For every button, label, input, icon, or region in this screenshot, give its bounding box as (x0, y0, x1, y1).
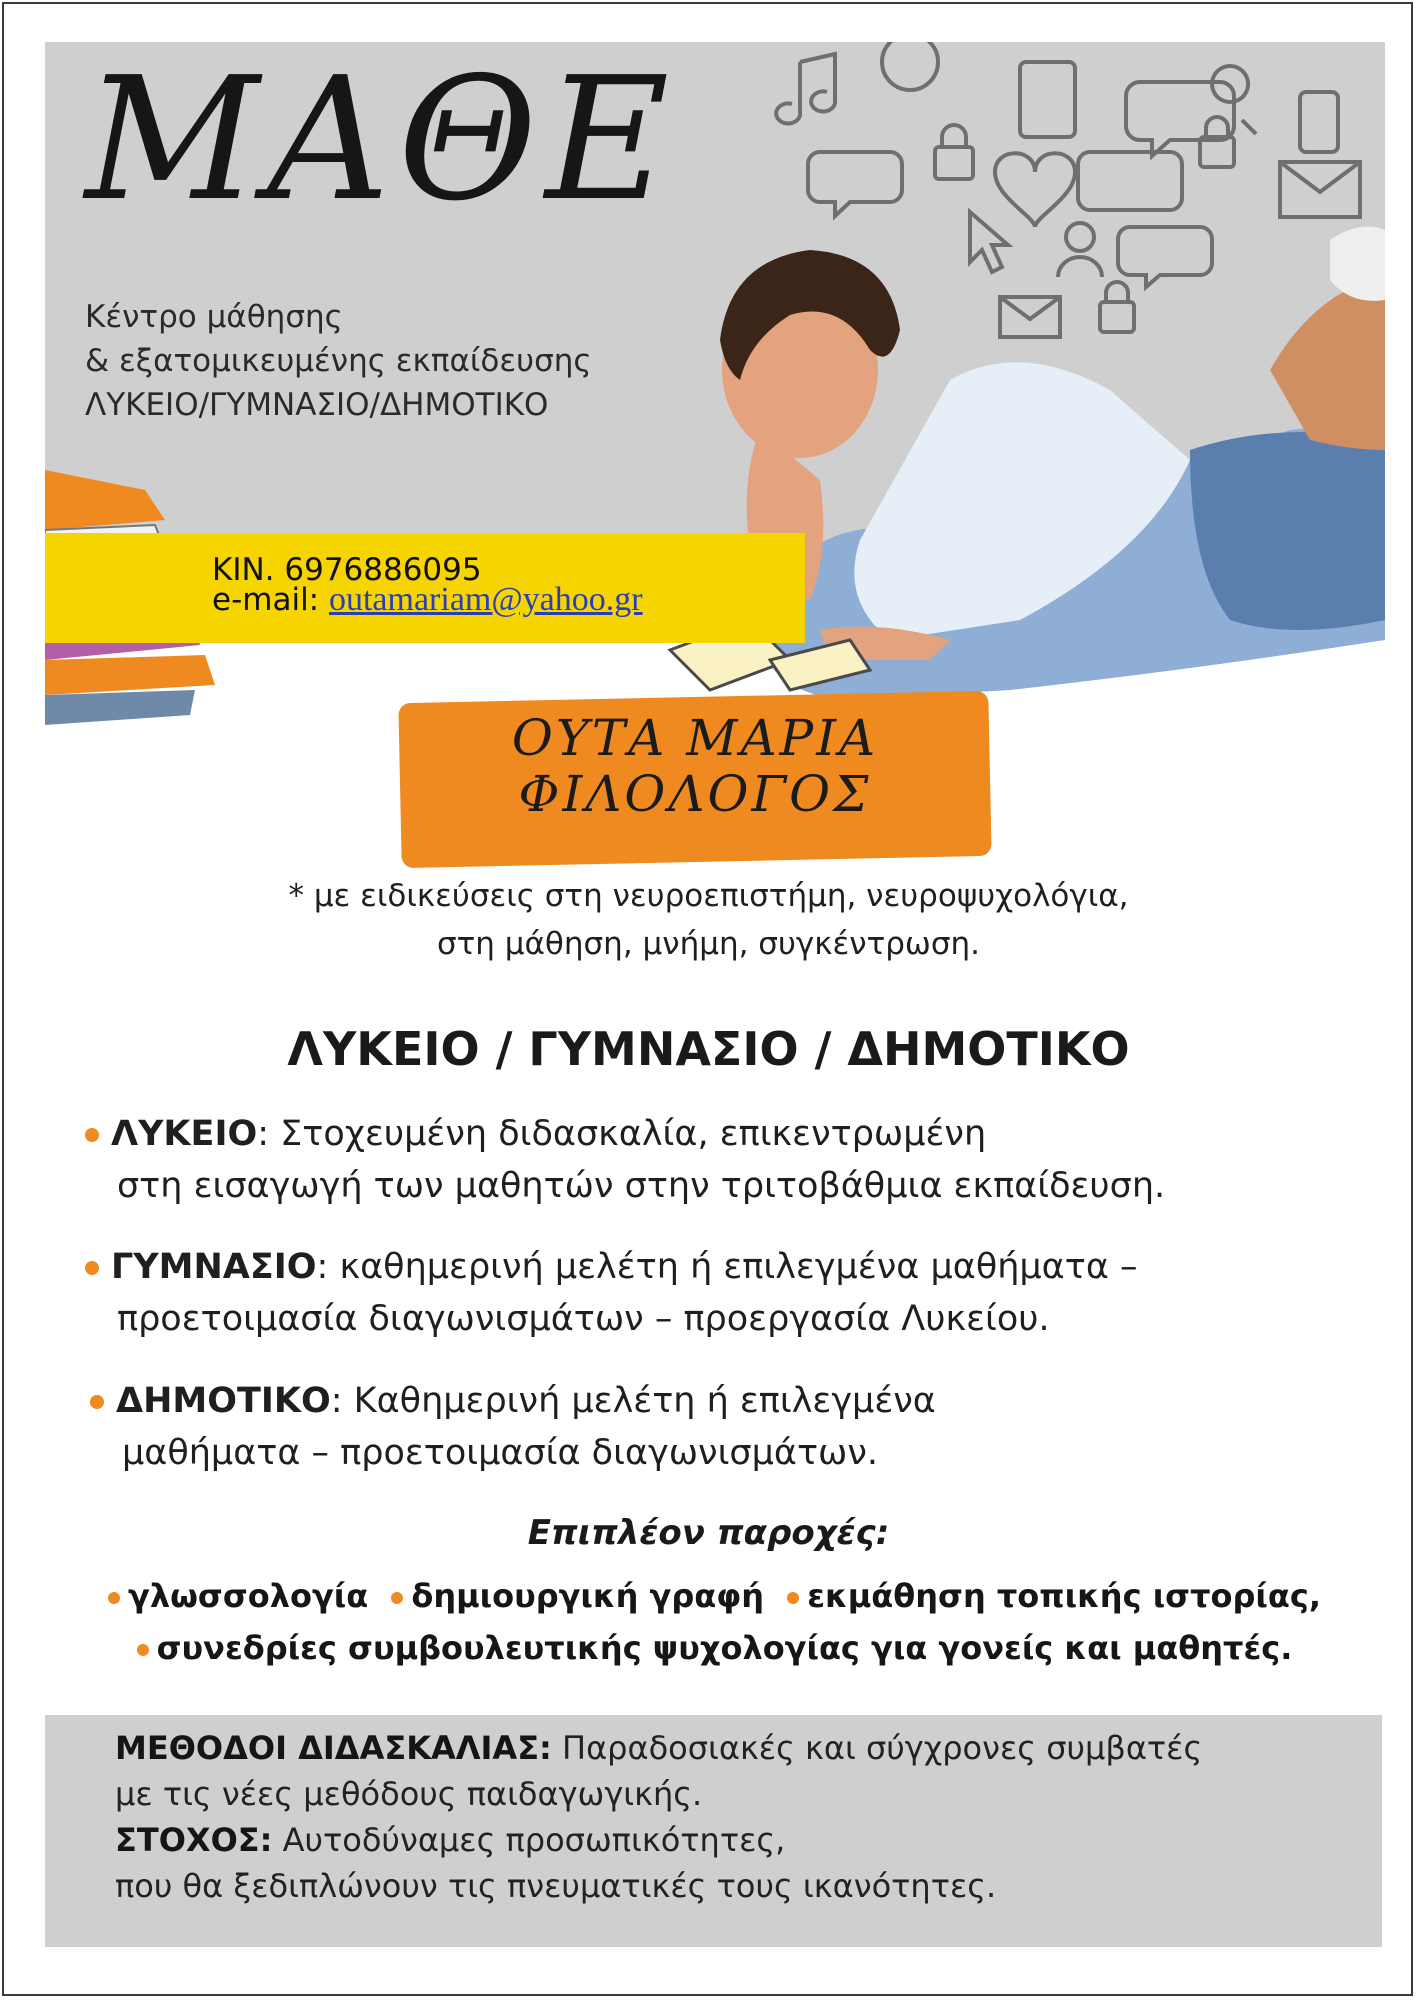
bullet-dot (108, 1592, 120, 1604)
methods-label: ΜΕΘΟΔΟΙ ΔΙΔΑΣΚΑΛΙΑΣ: (115, 1729, 552, 1767)
center-subtitle (85, 295, 592, 427)
level-item-lykeio (85, 1108, 1165, 1212)
bullet-dot (787, 1592, 799, 1604)
bullet-dot (85, 1261, 99, 1275)
levels-heading: ΛΥΚΕΙΟ / ΓΥΜΝΑΣΙΟ / ΔΗΜΟΤΙΚΟ (287, 1022, 1130, 1076)
email-label: e-mail: (212, 582, 320, 618)
boy-reading-illustration (590, 220, 1385, 740)
level-item-dimotiko (90, 1375, 936, 1479)
level-name: ΔΗΜΟΤΙΚΟ (116, 1381, 331, 1421)
lock-icon (935, 147, 973, 179)
phone-icon (1300, 92, 1338, 152)
teacher-name: ΟΥΤΑ ΜΑΡΙΑ (511, 709, 879, 767)
teacher-title: ΦΙΛΟΛΟΓΟΣ (518, 765, 872, 823)
speech-bubble-icon (808, 152, 902, 216)
extra-item: γλωσσολογία (128, 1577, 369, 1615)
goal-text-1: Αυτοδύναμες προσωπικότητες, (272, 1821, 786, 1859)
extra-item: συνεδρίες συμβουλευτικής ψυχολογίας για γονείς και μαθητές. (156, 1629, 1293, 1667)
specialty-line-2: στη μάθηση, μνήμη, συγκέντρωση. (436, 926, 981, 962)
email-row (212, 581, 643, 618)
bullet-dot (85, 1128, 99, 1142)
subtitle-line-3: ΛΥΚΕΙΟ/ΓΥΜΝΑΣΙΟ/ΔΗΜΟΤΙΚΟ (85, 387, 549, 423)
level-text-line-1: : Στοχευμένη διδασκαλία, επικεντρωμένη (257, 1114, 987, 1154)
message-icon (1280, 162, 1360, 217)
goal-text-2: που θα ξεδιπλώνουν τις πνευματικές τους ικανότητες. (115, 1867, 997, 1905)
methods-text (115, 1725, 1202, 1909)
music-note-icon (776, 54, 835, 123)
level-name: ΛΥΚΕΙΟ (111, 1114, 258, 1154)
subtitle-line-1: Κέντρο μάθησης (85, 299, 343, 335)
level-text-line-2: στη εισαγωγή των μαθητών στην τριτοβάθμια εκπαίδευση. (117, 1166, 1166, 1206)
bullet-dot (137, 1644, 149, 1656)
email-link[interactable]: outamariam@yahoo.gr (328, 581, 643, 618)
subtitle-line-2: & εξατομικευμένης εκπαίδευσης (85, 343, 592, 379)
goal-label: ΣΤΟΧΟΣ: (115, 1821, 273, 1859)
bullet-dot (90, 1395, 104, 1409)
tablet-icon (1020, 62, 1075, 137)
specialty-note (100, 872, 1317, 968)
teacher-name-block (400, 710, 990, 822)
brand-logo: ΜΑΘΕ (85, 41, 678, 239)
extras-list (0, 1570, 1417, 1674)
extra-item: δημιουργική γραφή (411, 1577, 765, 1615)
rss-bubble-icon (1078, 152, 1182, 210)
contact-info (212, 552, 643, 618)
level-text-line-2: προετοιμασία διαγωνισμάτων – προεργασία Λυκείου. (117, 1299, 1050, 1339)
level-name: ΓΥΜΝΑΣΙΟ (111, 1247, 317, 1287)
heart-icon (995, 153, 1075, 227)
level-text-line-2: μαθήματα – προετοιμασία διαγωνισμάτων. (122, 1433, 879, 1473)
level-item-gymnasio (85, 1241, 1138, 1345)
smiley-icon (882, 42, 938, 90)
specialty-line-1: * με ειδικεύσεις στη νευροεπιστήμη, νευροψυχολόγια, (288, 878, 1129, 914)
extra-item: εκμάθηση τοπικής ιστορίας, (807, 1577, 1321, 1615)
methods-text-2: με τις νέες μεθόδους παιδαγωγικής. (115, 1775, 703, 1813)
phone-number: ΚΙΝ. 6976886095 (212, 552, 482, 588)
level-text-line-1: : Καθημερινή μελέτη ή επιλεγμένα (330, 1381, 936, 1421)
level-text-line-1: : καθημερινή μελέτη ή επιλεγμένα μαθήματα – (316, 1247, 1138, 1287)
methods-text-1: Παραδοσιακές και σύγχρονες συμβατές (551, 1729, 1203, 1767)
extras-heading: Επιπλέον παροχές: (527, 1513, 890, 1553)
bullet-dot (391, 1592, 403, 1604)
